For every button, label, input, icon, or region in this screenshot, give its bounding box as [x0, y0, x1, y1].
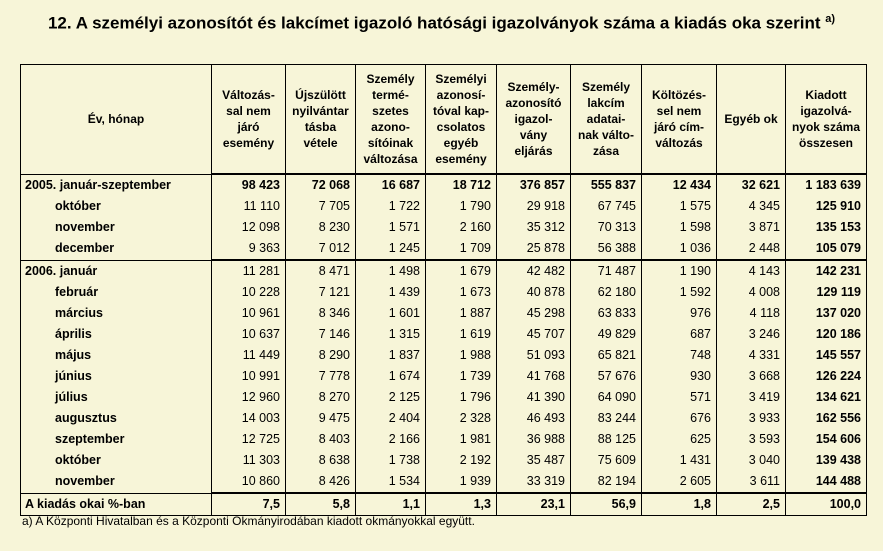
header-line: Egyéb ok: [724, 112, 778, 126]
value-cell: 7 121: [286, 282, 356, 303]
header-line: vétele: [303, 136, 338, 150]
header-column: [497, 65, 571, 175]
value-cell: 71 487: [571, 260, 642, 282]
table-row: [21, 471, 867, 493]
header-line: Változás-: [222, 88, 275, 102]
table-body: [21, 174, 867, 516]
value-cell: 1 431: [642, 450, 717, 471]
value-cell: 65 821: [571, 345, 642, 366]
statistics-table: [20, 64, 867, 516]
value-cell: 2 192: [426, 450, 497, 471]
value-cell: 1 439: [356, 282, 426, 303]
value-cell: 1 674: [356, 366, 426, 387]
header-line: összesen: [798, 136, 854, 150]
value-cell: 56 388: [571, 238, 642, 260]
value-cell: 8 346: [286, 303, 356, 324]
value-cell: 4 008: [717, 282, 786, 303]
value-cell: 7 146: [286, 324, 356, 345]
header-line: esemény: [435, 152, 487, 166]
value-cell: 12 098: [212, 217, 286, 238]
value-cell: 3 040: [717, 450, 786, 471]
value-cell: 12 434: [642, 174, 717, 196]
header-line: csolatos: [436, 120, 486, 134]
header-line: egyéb: [443, 136, 479, 150]
table-title: [0, 13, 883, 34]
value-cell: 83 244: [571, 408, 642, 429]
value-cell: 8 230: [286, 217, 356, 238]
total-cell: 145 557: [786, 345, 867, 366]
value-cell: 9 475: [286, 408, 356, 429]
value-cell: 67 745: [571, 196, 642, 217]
header-line: Újszülött: [295, 88, 346, 102]
value-cell: 555 837: [571, 174, 642, 196]
header-period: [21, 65, 212, 175]
total-cell: 134 621: [786, 387, 867, 408]
value-cell: 7 778: [286, 366, 356, 387]
header-line: termé-: [372, 88, 409, 102]
value-cell: 1 673: [426, 282, 497, 303]
value-cell: 98 423: [212, 174, 286, 196]
value-cell: 687: [642, 324, 717, 345]
value-cell: 36 988: [497, 429, 571, 450]
value-cell: 64 090: [571, 387, 642, 408]
value-cell: 4 118: [717, 303, 786, 324]
value-cell: 25 878: [497, 238, 571, 260]
header-line: Személy-: [507, 80, 560, 94]
table-row: [21, 429, 867, 450]
header-line: eljárás: [514, 144, 553, 158]
title-text: 12. A személyi azonosítót és lakcímet igazoló hatósági igazolványok száma a kiadás oka szerint: [47, 13, 821, 33]
value-cell: 8 290: [286, 345, 356, 366]
table-row: [21, 493, 867, 516]
table-row: [21, 303, 867, 324]
value-cell: 2 404: [356, 408, 426, 429]
header-line: változása: [363, 152, 418, 166]
value-cell: 3 611: [717, 471, 786, 493]
value-cell: 40 878: [497, 282, 571, 303]
row-label: A kiadás okai %-ban: [21, 493, 212, 516]
row-label: március: [21, 303, 212, 324]
total-cell: 139 438: [786, 450, 867, 471]
value-cell: 8 638: [286, 450, 356, 471]
value-cell: 2 125: [356, 387, 426, 408]
total-cell: 137 020: [786, 303, 867, 324]
value-cell: 51 093: [497, 345, 571, 366]
value-cell: 3 419: [717, 387, 786, 408]
value-cell: 2 448: [717, 238, 786, 260]
value-cell: 10 228: [212, 282, 286, 303]
table-row: [21, 366, 867, 387]
header-line: tóval kap-: [432, 104, 489, 118]
value-cell: 45 707: [497, 324, 571, 345]
value-cell: 976: [642, 303, 717, 324]
row-label: április: [21, 324, 212, 345]
title-footnote-mark: a): [825, 13, 836, 25]
value-cell: 75 609: [571, 450, 642, 471]
header-line: lakcím: [587, 96, 625, 110]
value-cell: 1 939: [426, 471, 497, 493]
row-label: november: [21, 471, 212, 493]
value-cell: 11 303: [212, 450, 286, 471]
value-cell: 3 871: [717, 217, 786, 238]
value-cell: 57 676: [571, 366, 642, 387]
value-cell: 676: [642, 408, 717, 429]
value-cell: 23,1: [497, 493, 571, 516]
header-line: sal nem: [226, 104, 271, 118]
value-cell: 56,9: [571, 493, 642, 516]
value-cell: 625: [642, 429, 717, 450]
value-cell: 1,8: [642, 493, 717, 516]
header-column: [571, 65, 642, 175]
total-cell: 144 488: [786, 471, 867, 493]
value-cell: 1 245: [356, 238, 426, 260]
value-cell: 1 619: [426, 324, 497, 345]
value-cell: 8 270: [286, 387, 356, 408]
value-cell: 3 933: [717, 408, 786, 429]
value-cell: 2 328: [426, 408, 497, 429]
value-cell: 11 110: [212, 196, 286, 217]
header-line: Személyi: [435, 72, 487, 86]
value-cell: 7,5: [212, 493, 286, 516]
row-label: október: [21, 450, 212, 471]
value-cell: 1 036: [642, 238, 717, 260]
value-cell: 930: [642, 366, 717, 387]
value-cell: 88 125: [571, 429, 642, 450]
value-cell: 82 194: [571, 471, 642, 493]
value-cell: 29 918: [497, 196, 571, 217]
row-label: 2005. január-szeptember: [21, 174, 212, 196]
header-row: [21, 65, 867, 175]
value-cell: 8 403: [286, 429, 356, 450]
header-line: azono-: [371, 120, 410, 134]
table-row: [21, 174, 867, 196]
value-cell: 5,8: [286, 493, 356, 516]
total-cell: 1 183 639: [786, 174, 867, 196]
total-cell: 129 119: [786, 282, 867, 303]
value-cell: 748: [642, 345, 717, 366]
value-cell: 1 739: [426, 366, 497, 387]
value-cell: 1 601: [356, 303, 426, 324]
value-cell: 4 331: [717, 345, 786, 366]
value-cell: 18 712: [426, 174, 497, 196]
header-line: járó cím-: [653, 120, 704, 134]
header-line: nyilvántar: [292, 104, 349, 118]
row-label: február: [21, 282, 212, 303]
header-line: Személy: [366, 72, 415, 86]
row-label: augusztus: [21, 408, 212, 429]
value-cell: 3 668: [717, 366, 786, 387]
value-cell: 571: [642, 387, 717, 408]
value-cell: 7 012: [286, 238, 356, 260]
value-cell: 1,1: [356, 493, 426, 516]
total-cell: 105 079: [786, 238, 867, 260]
value-cell: 45 298: [497, 303, 571, 324]
value-cell: 2,5: [717, 493, 786, 516]
header-line: változás: [655, 136, 703, 150]
value-cell: 32 621: [717, 174, 786, 196]
value-cell: 4 143: [717, 260, 786, 282]
value-cell: 41 768: [497, 366, 571, 387]
value-cell: 16 687: [356, 174, 426, 196]
value-cell: 1 575: [642, 196, 717, 217]
value-cell: 70 313: [571, 217, 642, 238]
value-cell: 1 498: [356, 260, 426, 282]
value-cell: 1 315: [356, 324, 426, 345]
value-cell: 11 281: [212, 260, 286, 282]
header-line: azonosító: [505, 96, 562, 110]
value-cell: 1 887: [426, 303, 497, 324]
total-cell: 135 153: [786, 217, 867, 238]
value-cell: 1 790: [426, 196, 497, 217]
total-cell: 125 910: [786, 196, 867, 217]
value-cell: 1,3: [426, 493, 497, 516]
header-line: tásba: [304, 120, 337, 134]
header-line: nyok száma: [791, 120, 861, 134]
table-row: [21, 387, 867, 408]
table-row: [21, 217, 867, 238]
total-cell: 120 186: [786, 324, 867, 345]
value-cell: 1 598: [642, 217, 717, 238]
footnote: a) A Központi Hivatalban és a Központi Okmányirodában kiadott okmányokkal együtt.: [22, 514, 475, 528]
value-cell: 10 860: [212, 471, 286, 493]
header-line: sel nem: [656, 104, 702, 118]
table-row: [21, 260, 867, 282]
table-row: [21, 450, 867, 471]
value-cell: 49 829: [571, 324, 642, 345]
row-label: december: [21, 238, 212, 260]
value-cell: 35 487: [497, 450, 571, 471]
value-cell: 1 190: [642, 260, 717, 282]
value-cell: 12 725: [212, 429, 286, 450]
table-row: [21, 345, 867, 366]
row-label: szeptember: [21, 429, 212, 450]
value-cell: 10 991: [212, 366, 286, 387]
header-column: [426, 65, 497, 175]
value-cell: 376 857: [497, 174, 571, 196]
header-line: sítóinak: [367, 136, 414, 150]
total-cell: 162 556: [786, 408, 867, 429]
header-line: zása: [592, 144, 620, 158]
value-cell: 3 246: [717, 324, 786, 345]
row-label: október: [21, 196, 212, 217]
row-label: július: [21, 387, 212, 408]
value-cell: 4 345: [717, 196, 786, 217]
value-cell: 10 961: [212, 303, 286, 324]
header-line: Költözés-: [652, 88, 706, 102]
value-cell: 62 180: [571, 282, 642, 303]
value-cell: 41 390: [497, 387, 571, 408]
value-cell: 1 679: [426, 260, 497, 282]
row-label: november: [21, 217, 212, 238]
header-line: Kiadott: [805, 88, 847, 102]
header-line: Év, hónap: [87, 112, 145, 127]
value-cell: 10 637: [212, 324, 286, 345]
value-cell: 3 593: [717, 429, 786, 450]
header-line: vány: [519, 128, 548, 142]
header-line: igazolvá-: [800, 104, 852, 118]
value-cell: 1 738: [356, 450, 426, 471]
table-row: [21, 196, 867, 217]
value-cell: 1 534: [356, 471, 426, 493]
value-cell: 1 796: [426, 387, 497, 408]
table-row: [21, 282, 867, 303]
total-cell: 154 606: [786, 429, 867, 450]
header-column: [286, 65, 356, 175]
row-label: június: [21, 366, 212, 387]
table-row: [21, 408, 867, 429]
table-row: [21, 324, 867, 345]
value-cell: 1 571: [356, 217, 426, 238]
total-cell: 142 231: [786, 260, 867, 282]
header-line: igazol-: [514, 112, 553, 126]
value-cell: 12 960: [212, 387, 286, 408]
value-cell: 33 319: [497, 471, 571, 493]
value-cell: 1 981: [426, 429, 497, 450]
value-cell: 46 493: [497, 408, 571, 429]
value-cell: 9 363: [212, 238, 286, 260]
value-cell: 14 003: [212, 408, 286, 429]
value-cell: 11 449: [212, 345, 286, 366]
value-cell: 35 312: [497, 217, 571, 238]
header-line: járó: [237, 120, 260, 134]
value-cell: 1 722: [356, 196, 426, 217]
table-row: [21, 238, 867, 260]
value-cell: 1 592: [642, 282, 717, 303]
header-line: szetes: [372, 104, 409, 118]
header-column: [786, 65, 867, 175]
header-line: azonosí-: [436, 88, 486, 102]
header-column: [212, 65, 286, 175]
total-cell: 100,0: [786, 493, 867, 516]
header-column: [642, 65, 717, 175]
row-label: 2006. január: [21, 260, 212, 282]
value-cell: 8 426: [286, 471, 356, 493]
header-line: nak válto-: [577, 128, 634, 142]
value-cell: 1 988: [426, 345, 497, 366]
row-label: május: [21, 345, 212, 366]
total-cell: 126 224: [786, 366, 867, 387]
header-column: [717, 65, 786, 175]
value-cell: 8 471: [286, 260, 356, 282]
value-cell: 42 482: [497, 260, 571, 282]
value-cell: 72 068: [286, 174, 356, 196]
value-cell: 7 705: [286, 196, 356, 217]
value-cell: 63 833: [571, 303, 642, 324]
value-cell: 2 605: [642, 471, 717, 493]
header-line: esemény: [222, 136, 275, 150]
value-cell: 2 166: [356, 429, 426, 450]
value-cell: 2 160: [426, 217, 497, 238]
value-cell: 1 709: [426, 238, 497, 260]
header-line: Személy: [581, 80, 631, 94]
value-cell: 1 837: [356, 345, 426, 366]
header-column: [356, 65, 426, 175]
header-line: adatai-: [586, 112, 626, 126]
